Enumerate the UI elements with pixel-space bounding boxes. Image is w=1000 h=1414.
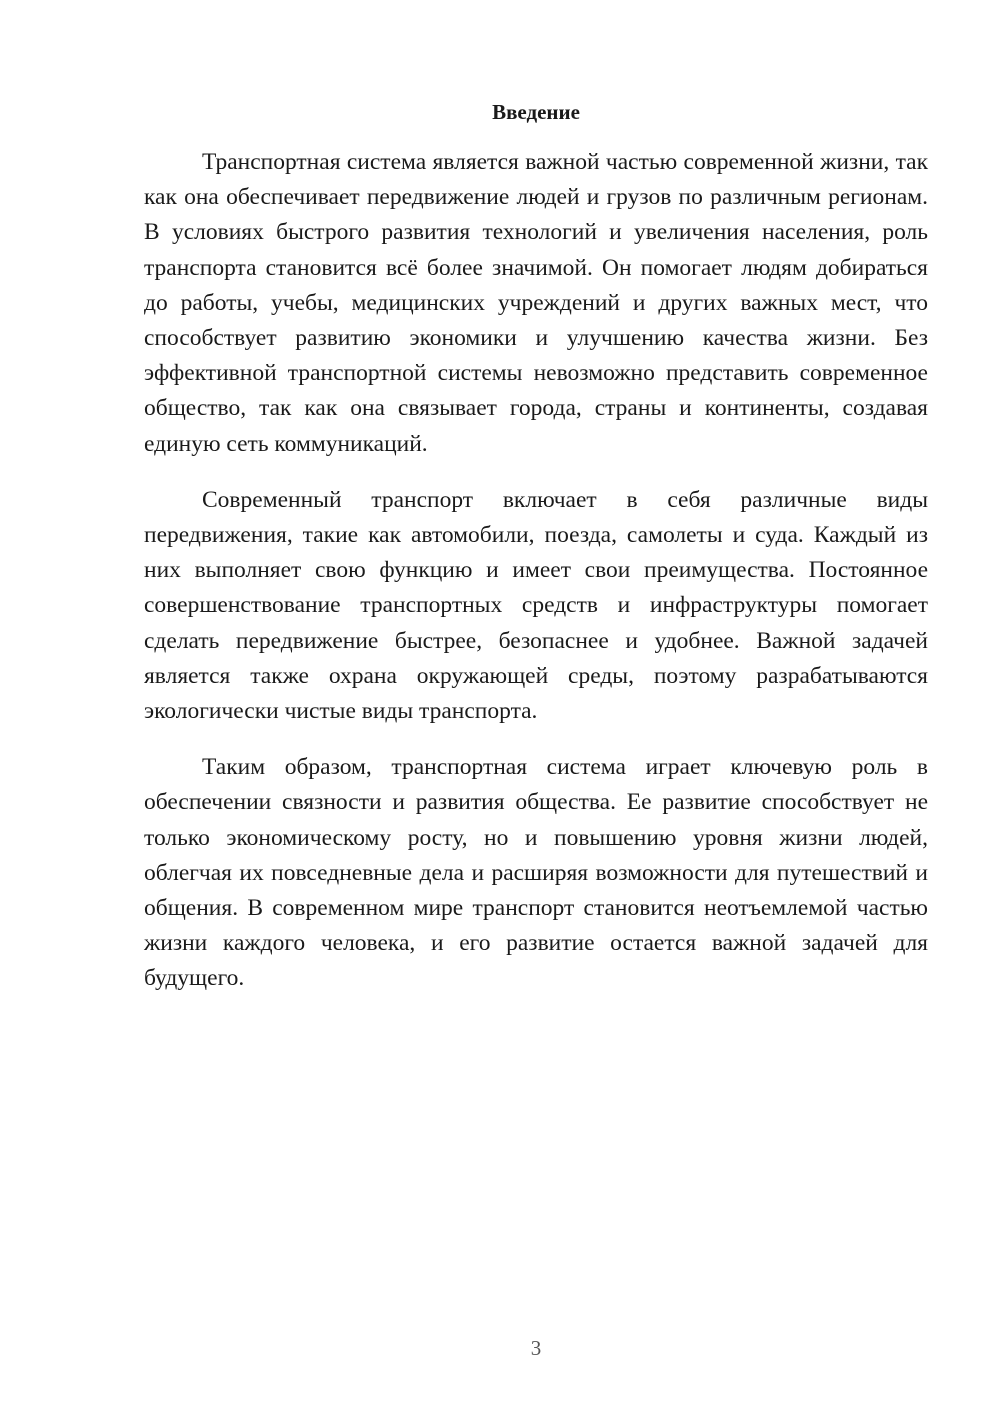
- body-text: [144, 145, 928, 1018]
- page-number: 3: [530, 1336, 542, 1360]
- paragraph-3: Таким образом, транспортная система играет ключевую роль в обеспечении связности и развития общества. Ее развитие способствует не только экономическому росту, но и повышению уровня жизни людей, облегчая их повседневные дела и расширяя возможности для путешествий и общения. В современном мире транспорт становится неотъемлемой частью жизни каждого человека, и его развитие остается важной задачей для будущего.: [144, 754, 928, 992]
- paragraph-2: Современный транспорт включает в себя различные виды передвижения, такие как автомобили, поезда, самолеты и суда. Каждый из них выполняет свою функцию и имеет свои преимущества. Постоянное совершенствование транспортных средств и инфраструктуры помогает сделать передвижение быстрее, безопаснее и удобнее. Важной задачей является также охрана окружающей среды, поэтому разрабатываются экологически чистые виды транспорта.: [144, 486, 928, 725]
- paragraph-1: Транспортная система является важной частью современной жизни, так как она обеспечивает передвижение людей и грузов по различным регионам. В условиях быстрого развития технологий и увеличения населения, роль транспорта становится всё более значимой. Он помогает людям добираться до работы, учебы, медицинских учреждений и других важных мест, что способствует развитию экономики и улучшению качества жизни. Без эффективной транспортной системы невозможно представить современное общество, так как она связывает города, страны и континенты, создавая единую сеть коммуникаций.: [144, 149, 928, 457]
- section-heading: Введение: [492, 100, 580, 124]
